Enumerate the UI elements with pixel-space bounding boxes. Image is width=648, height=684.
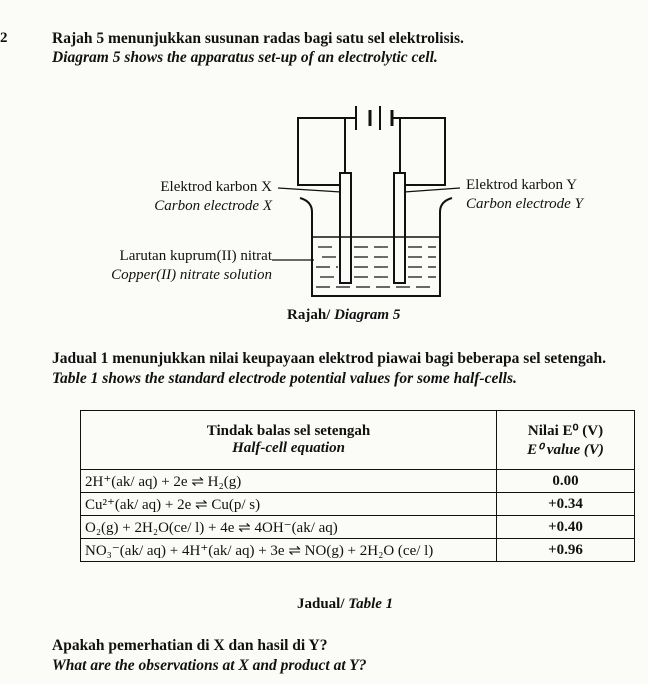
electrode-y-english: Carbon electrode Y [466, 196, 583, 212]
solution-label [60, 247, 272, 285]
header-value-english: E⁰ value (V) [527, 442, 604, 458]
table-caption-english: Table 1 [348, 596, 394, 612]
equation-cell: O₂(g) + 2H₂O(ce/ l) + 4e ⇌ 4OH⁻(ak/ aq) [81, 516, 497, 539]
question-english: What are the observations at X and product at Y? [52, 657, 367, 674]
table-row [81, 516, 635, 539]
value-cell: +0.34 [497, 493, 635, 516]
table-intro-english: Table 1 shows the standard electrode potential values for some half-cells. [52, 370, 517, 387]
diagram-caption [287, 306, 400, 325]
value-cell: +0.96 [497, 539, 635, 562]
intro-english: Diagram 5 shows the apparatus set-up of an electrolytic cell. [52, 49, 438, 66]
value-cell: 0.00 [497, 470, 635, 493]
table-row [81, 493, 635, 516]
electrode-x-english: Carbon electrode X [154, 198, 272, 214]
header-reaction-malay: Tindak balas sel setengah [206, 423, 371, 439]
electrode-x-label [96, 178, 272, 216]
table-caption [297, 596, 393, 613]
header-reaction-english: Half-cell equation [232, 440, 345, 456]
table-intro-malay: Jadual 1 menunjukkan nilai keupayaan elektrod piawai bagi beberapa sel setengah. [52, 350, 606, 367]
electrode-x-malay: Elektrod karbon X [160, 179, 272, 195]
header-reaction [81, 411, 497, 470]
header-value-malay: Nilai E⁰ (V) [527, 423, 604, 439]
carbon-electrodes [340, 173, 405, 283]
value-cell: +0.40 [497, 516, 635, 539]
question-number: 2 [0, 30, 8, 46]
table-row [81, 539, 635, 562]
circuit-wires [298, 118, 445, 185]
header-value [497, 411, 635, 470]
electrode-y-malay: Elektrod karbon Y [466, 177, 578, 193]
table-caption-malay: Jadual/ [297, 596, 345, 612]
equation-cell: 2H⁺(ak/ aq) + 2e ⇌ H₂(g) [81, 470, 497, 493]
solution-malay: Larutan kuprum(II) nitrat [119, 248, 272, 264]
half-cell-table [80, 410, 635, 562]
table-header-row [81, 411, 635, 470]
solution-pattern [316, 247, 436, 287]
intro-malay: Rajah 5 menunjukkan susunan radas bagi satu sel elektrolisis. [52, 30, 464, 47]
equation-cell: NO₃⁻(ak/ aq) + 4H⁺(ak/ aq) + 3e ⇌ NO(g) + 2H₂O (ce/ l) [81, 539, 497, 562]
electrode-y-label [466, 176, 583, 214]
diagram-caption-english: Diagram 5 [334, 307, 401, 323]
table-row [81, 470, 635, 493]
solution-english: Copper(II) nitrate solution [111, 267, 272, 283]
electrolytic-cell-diagram [0, 100, 648, 340]
diagram-caption-malay: Rajah/ [287, 307, 331, 323]
question-malay: Apakah pemerhatian di X dan hasil di Y? [52, 637, 328, 654]
equation-cell: Cu²⁺(ak/ aq) + 2e ⇌ Cu(p/ s) [81, 493, 497, 516]
